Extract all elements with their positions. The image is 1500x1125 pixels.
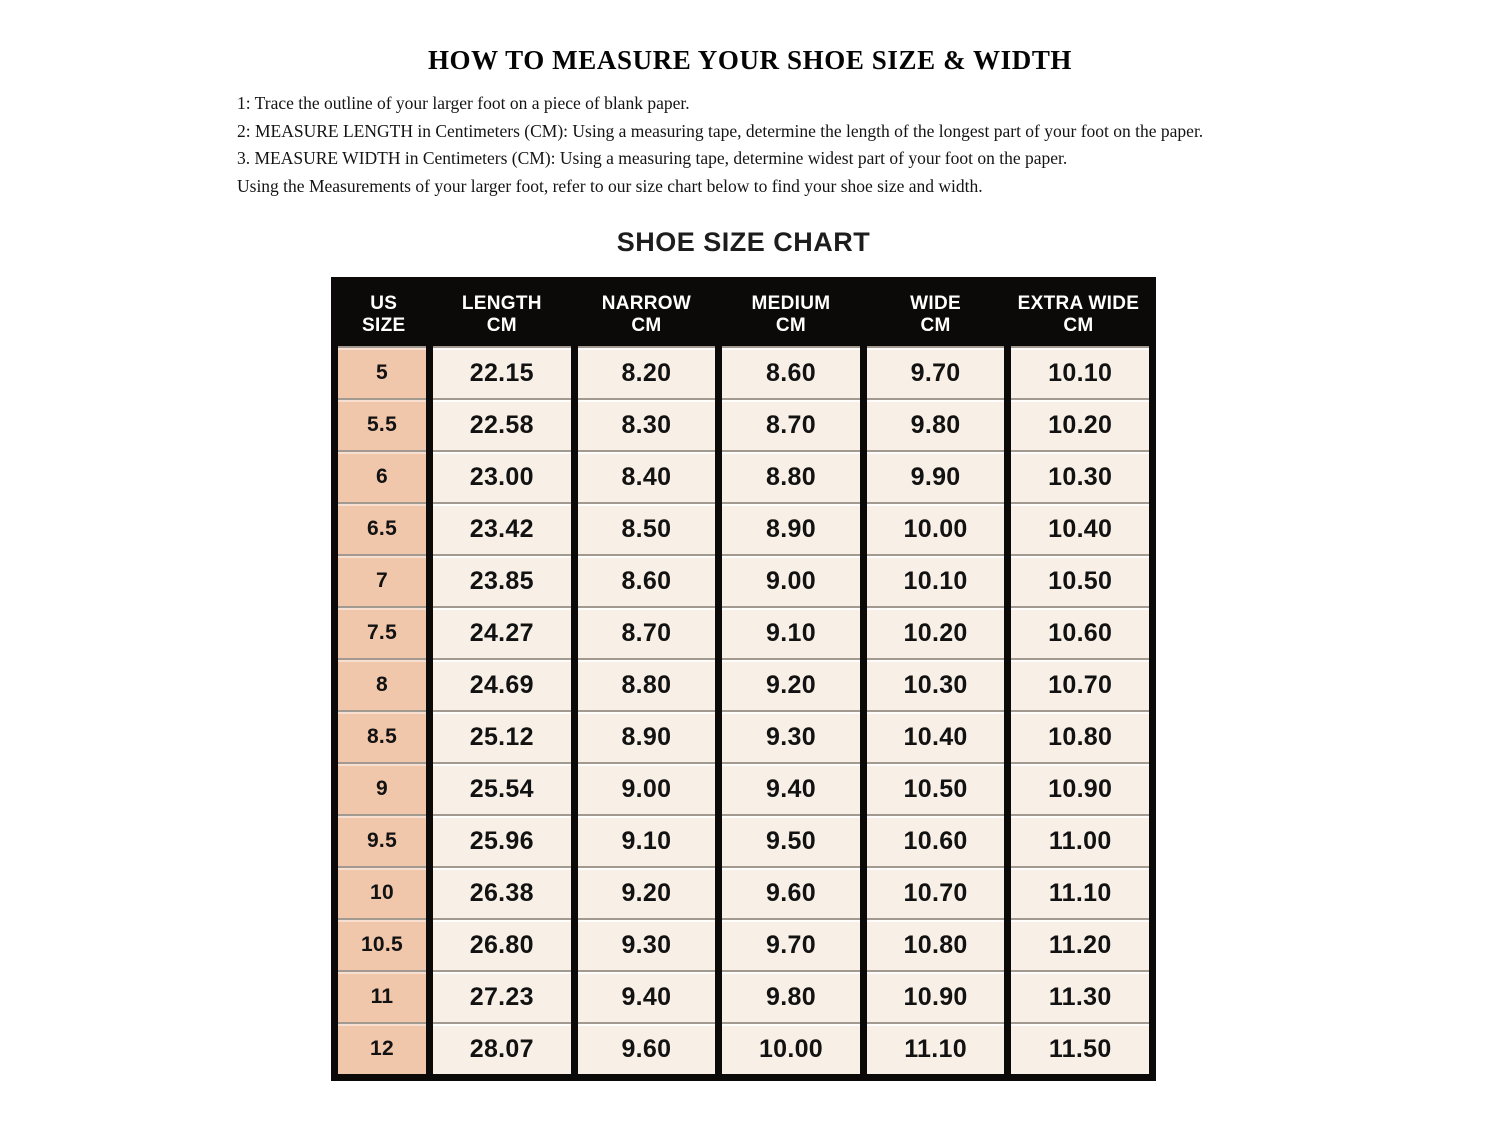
cell-wide-cm: 10.80 <box>863 919 1008 971</box>
cell-extra-wide-cm: 11.00 <box>1008 815 1153 867</box>
column-header-line: CM <box>1063 315 1094 337</box>
cell-wide-cm: 9.80 <box>863 399 1008 451</box>
cell-medium-cm: 8.90 <box>719 503 864 555</box>
cell-medium-cm: 8.80 <box>719 451 864 503</box>
cell-wide-cm: 10.10 <box>863 555 1008 607</box>
table-row <box>335 763 1153 815</box>
instructions <box>237 91 1250 199</box>
cell-us-size: 8.5 <box>335 711 430 763</box>
cell-extra-wide-cm: 10.60 <box>1008 607 1153 659</box>
column-header-narrow-cm <box>574 281 719 348</box>
table-row <box>335 815 1153 867</box>
cell-narrow-cm: 9.10 <box>574 815 719 867</box>
cell-us-size: 5.5 <box>335 399 430 451</box>
cell-length-cm: 23.85 <box>430 555 575 607</box>
table-row <box>335 867 1153 919</box>
instruction-step-2: 2: MEASURE LENGTH in Centimeters (CM): Using a measuring tape, determine the length of the longest part of your foot on the paper. <box>237 120 1204 141</box>
cell-wide-cm: 10.70 <box>863 867 1008 919</box>
table-row <box>335 1023 1153 1078</box>
instruction-note: Using the Measurements of your larger foot, refer to our size chart below to find your shoe size and width. <box>237 175 983 196</box>
column-header-line: US <box>370 293 398 315</box>
cell-medium-cm: 9.60 <box>719 867 864 919</box>
cell-wide-cm: 10.30 <box>863 659 1008 711</box>
column-header-extra-wide-cm <box>1008 281 1153 348</box>
cell-us-size: 11 <box>335 971 430 1023</box>
cell-wide-cm: 10.60 <box>863 815 1008 867</box>
cell-narrow-cm: 8.90 <box>574 711 719 763</box>
table-row <box>335 971 1153 1023</box>
column-header-wide-cm <box>863 281 1008 348</box>
cell-narrow-cm: 9.00 <box>574 763 719 815</box>
column-header-line: MEDIUM <box>751 293 831 315</box>
cell-extra-wide-cm: 11.30 <box>1008 971 1153 1023</box>
cell-length-cm: 25.96 <box>430 815 575 867</box>
cell-narrow-cm: 8.80 <box>574 659 719 711</box>
cell-us-size: 12 <box>335 1023 430 1078</box>
cell-extra-wide-cm: 11.20 <box>1008 919 1153 971</box>
cell-us-size: 5 <box>335 347 430 399</box>
cell-medium-cm: 9.10 <box>719 607 864 659</box>
table-row <box>335 555 1153 607</box>
column-header-us-size <box>335 281 430 348</box>
cell-us-size: 9.5 <box>335 815 430 867</box>
table-row <box>335 347 1153 399</box>
cell-length-cm: 24.27 <box>430 607 575 659</box>
column-header-line: EXTRA WIDE <box>1017 293 1140 315</box>
cell-us-size: 7.5 <box>335 607 430 659</box>
cell-extra-wide-cm: 10.80 <box>1008 711 1153 763</box>
cell-extra-wide-cm: 10.40 <box>1008 503 1153 555</box>
cell-medium-cm: 9.50 <box>719 815 864 867</box>
cell-medium-cm: 9.80 <box>719 971 864 1023</box>
table-row <box>335 659 1153 711</box>
cell-wide-cm: 10.20 <box>863 607 1008 659</box>
cell-wide-cm: 10.40 <box>863 711 1008 763</box>
cell-extra-wide-cm: 10.10 <box>1008 347 1153 399</box>
cell-medium-cm: 9.40 <box>719 763 864 815</box>
cell-narrow-cm: 9.40 <box>574 971 719 1023</box>
cell-narrow-cm: 8.70 <box>574 607 719 659</box>
cell-medium-cm: 9.30 <box>719 711 864 763</box>
table-row <box>335 399 1153 451</box>
column-header-line: WIDE <box>910 293 961 315</box>
cell-wide-cm: 10.90 <box>863 971 1008 1023</box>
table-row <box>335 607 1153 659</box>
cell-medium-cm: 8.70 <box>719 399 864 451</box>
header-row <box>335 281 1153 348</box>
cell-length-cm: 26.80 <box>430 919 575 971</box>
cell-length-cm: 23.00 <box>430 451 575 503</box>
column-header-line: CM <box>775 315 807 337</box>
cell-medium-cm: 9.70 <box>719 919 864 971</box>
cell-narrow-cm: 8.40 <box>574 451 719 503</box>
cell-extra-wide-cm: 10.20 <box>1008 399 1153 451</box>
cell-length-cm: 28.07 <box>430 1023 575 1078</box>
cell-length-cm: 22.58 <box>430 399 575 451</box>
cell-extra-wide-cm: 10.70 <box>1008 659 1153 711</box>
cell-medium-cm: 9.20 <box>719 659 864 711</box>
column-header-line: LENGTH <box>461 293 542 315</box>
cell-us-size: 6 <box>335 451 430 503</box>
cell-length-cm: 22.15 <box>430 347 575 399</box>
cell-narrow-cm: 9.20 <box>574 867 719 919</box>
cell-narrow-cm: 9.30 <box>574 919 719 971</box>
cell-extra-wide-cm: 11.50 <box>1008 1023 1153 1078</box>
table-row <box>335 711 1153 763</box>
cell-us-size: 10.5 <box>335 919 430 971</box>
cell-narrow-cm: 8.50 <box>574 503 719 555</box>
instruction-step-1: 1: Trace the outline of your larger foot on a piece of blank paper. <box>237 93 690 114</box>
column-header-line: CM <box>631 315 662 337</box>
size-table-header <box>335 281 1153 348</box>
column-header-medium-cm <box>719 281 864 348</box>
cell-us-size: 7 <box>335 555 430 607</box>
cell-length-cm: 25.12 <box>430 711 575 763</box>
cell-us-size: 8 <box>335 659 430 711</box>
table-row <box>335 919 1153 971</box>
cell-medium-cm: 9.00 <box>719 555 864 607</box>
chart-title: SHOE SIZE CHART <box>616 227 871 258</box>
cell-length-cm: 26.38 <box>430 867 575 919</box>
table-row <box>335 503 1153 555</box>
cell-narrow-cm: 9.60 <box>574 1023 719 1078</box>
cell-extra-wide-cm: 10.30 <box>1008 451 1153 503</box>
cell-wide-cm: 9.90 <box>863 451 1008 503</box>
cell-narrow-cm: 8.60 <box>574 555 719 607</box>
cell-medium-cm: 10.00 <box>719 1023 864 1078</box>
cell-us-size: 10 <box>335 867 430 919</box>
column-header-line: SIZE <box>362 315 406 337</box>
cell-wide-cm: 11.10 <box>863 1023 1008 1078</box>
cell-narrow-cm: 8.30 <box>574 399 719 451</box>
cell-length-cm: 24.69 <box>430 659 575 711</box>
table-row <box>335 451 1153 503</box>
page-title: HOW TO MEASURE YOUR SHOE SIZE & WIDTH <box>427 45 1073 75</box>
cell-us-size: 6.5 <box>335 503 430 555</box>
cell-extra-wide-cm: 11.10 <box>1008 867 1153 919</box>
table-wrap <box>331 277 1156 1081</box>
cell-length-cm: 25.54 <box>430 763 575 815</box>
column-header-line: NARROW <box>601 293 692 315</box>
cell-wide-cm: 10.50 <box>863 763 1008 815</box>
cell-length-cm: 23.42 <box>430 503 575 555</box>
cell-extra-wide-cm: 10.50 <box>1008 555 1153 607</box>
cell-us-size: 9 <box>335 763 430 815</box>
column-header-length-cm <box>430 281 575 348</box>
instruction-step-3: 3. MEASURE WIDTH in Centimeters (CM): Using a measuring tape, determine widest part of your foot on the paper. <box>237 148 1068 169</box>
cell-medium-cm: 8.60 <box>719 347 864 399</box>
cell-extra-wide-cm: 10.90 <box>1008 763 1153 815</box>
size-table-body <box>335 347 1153 1078</box>
shoe-size-table <box>331 277 1156 1081</box>
column-header-line: CM <box>486 315 517 337</box>
cell-narrow-cm: 8.20 <box>574 347 719 399</box>
cell-wide-cm: 9.70 <box>863 347 1008 399</box>
cell-length-cm: 27.23 <box>430 971 575 1023</box>
column-header-line: CM <box>920 315 951 337</box>
cell-wide-cm: 10.00 <box>863 503 1008 555</box>
